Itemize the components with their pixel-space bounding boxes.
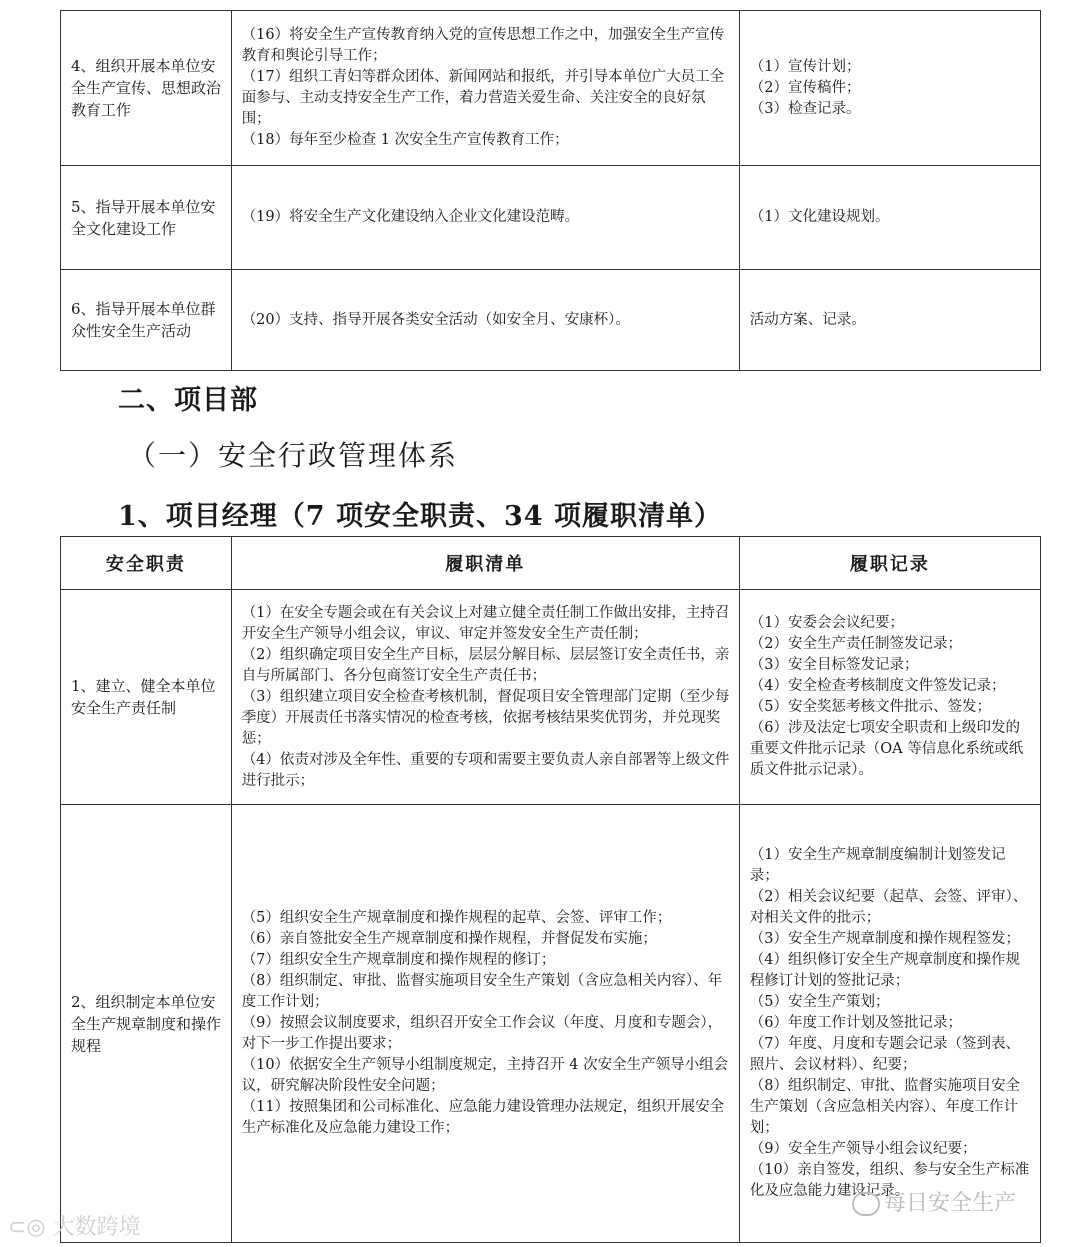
checklist-cell bbox=[231, 590, 739, 805]
watermark-right: 每日安全生产 bbox=[852, 1186, 1016, 1217]
list-item: （3）组织建立项目安全检查考核机制，督促项目安全管理部门定期（至少每季度）开展责任书落实情况的检查考核，依据考核结果奖优罚劣，并兑现奖惩； bbox=[241, 688, 730, 747]
record-cell bbox=[739, 166, 1040, 270]
list-item: （2）相关会议纪要（起草、会签、评审）、对相关文件的批示； bbox=[749, 889, 1028, 926]
list-item: （18）每年至少检查 1 次安全生产宣传教育工作； bbox=[241, 132, 569, 148]
list-item: （5）安全奖惩考核文件批示、签发； bbox=[749, 699, 991, 715]
list-item: 活动方案、记录。 bbox=[749, 311, 866, 328]
list-item: （4）依责对涉及全年性、重要的专项和需要主要负责人亲自部署等上级文件进行批示； bbox=[241, 751, 730, 789]
list-item: （10）依据安全生产领导小组制度规定，主持召开 4 次安全生产领导小组会议，研究解决阶段性安全问题； bbox=[241, 1057, 729, 1094]
list-item: （1）宣传计划； bbox=[749, 58, 861, 75]
duty-cell: 2、组织制定本单位安全生产规章制度和操作规程 bbox=[61, 805, 232, 1243]
duty-cell: 4、组织开展本单位安全生产宣传、思想政治教育工作 bbox=[61, 11, 232, 166]
checklist-cell bbox=[231, 805, 739, 1243]
table-row bbox=[61, 11, 1041, 166]
list-item: （4）安全检查考核制度文件签发记录； bbox=[749, 678, 1006, 694]
duty-cell: 5、指导开展本单位安全文化建设工作 bbox=[61, 166, 232, 270]
record-cell bbox=[739, 11, 1040, 166]
list-item: （7）年度、月度和专题会记录（签到表、照片、会议材料）、纪要； bbox=[749, 1036, 1020, 1073]
duty-table bbox=[60, 536, 1041, 1243]
record-cell bbox=[739, 805, 1040, 1243]
list-item: （3）安全目标签发记录； bbox=[749, 657, 919, 673]
duty-cell: 6、指导开展本单位群众性安全生产活动 bbox=[61, 270, 232, 371]
record-cell bbox=[739, 590, 1040, 805]
record-cell bbox=[739, 270, 1040, 371]
list-item: （20）支持、指导开展各类安全活动（如安全月、安康杯）。 bbox=[241, 311, 630, 328]
list-item: （8）组织制定、审批、监督实施项目安全生产策划（含应急相关内容）、年度工作计划； bbox=[749, 1078, 1020, 1136]
table-row bbox=[61, 590, 1041, 805]
column-header: 履职清单 bbox=[231, 537, 739, 590]
column-header: 安全职责 bbox=[61, 537, 232, 590]
list-item: （8）组织制定、审批、监督实施项目安全生产策划（含应急相关内容）、年度工作计划； bbox=[241, 973, 723, 1010]
logo-icon: ⊂◎ bbox=[8, 1215, 53, 1240]
list-item: （2）安全生产责任制签发记录； bbox=[749, 636, 962, 652]
section-title: 二、项目部 bbox=[118, 385, 258, 416]
list-item: （11）按照集团和公司标准化、应急能力建设管理办法规定，组织开展安全生产标准化及应急能力建设工作； bbox=[241, 1099, 725, 1136]
duty-table-continued bbox=[60, 10, 1041, 371]
column-header: 履职记录 bbox=[739, 537, 1040, 590]
list-item: （1）安委会会议纪要； bbox=[749, 615, 904, 631]
list-item: （1）文化建设规划。 bbox=[749, 209, 890, 225]
list-item: （1）安全生产规章制度编制计划签发记录； bbox=[749, 847, 1006, 884]
list-item: （5）安全生产策划； bbox=[749, 994, 890, 1010]
list-item: （7）组织安全生产规章制度和操作规程的修订； bbox=[241, 952, 556, 968]
list-item: （6）年度工作计划及签批记录； bbox=[749, 1015, 962, 1031]
checklist-cell bbox=[231, 270, 739, 371]
list-item: （6）亲自签批安全生产规章制度和操作规程，并督促发布实施； bbox=[241, 931, 657, 947]
list-item: （2）组织确定项目安全生产目标，层层分解目标、层层签订安全责任书，亲自与所属部门、各分包商签订安全生产责任书； bbox=[241, 646, 730, 684]
subsection-title: （一）安全行政管理体系 bbox=[128, 439, 459, 472]
table-row bbox=[61, 166, 1041, 270]
list-item: （3）检查记录。 bbox=[749, 100, 861, 117]
wechat-icon bbox=[852, 1192, 880, 1216]
list-item: （17）组织工青妇等群众团体、新闻网站和报纸，并引导本单位广大员工全面参与、主动支持安全生产工作，着力营造关爱生命、关注安全的良好氛围； bbox=[241, 69, 725, 127]
list-item: （6）涉及法定七项安全职责和上级印发的重要文件批示记录（OA 等信息化系统或纸质文件批示记录）。 bbox=[749, 720, 1024, 778]
list-item: （16）将安全生产宣传教育纳入党的宣传思想工作之中，加强安全生产宣传教育和舆论引导工作； bbox=[241, 27, 725, 64]
list-item: （2）宣传稿件； bbox=[749, 79, 861, 96]
list-item: （4）组织修订安全生产规章制度和操作规程修订计划的签批记录； bbox=[749, 952, 1020, 989]
checklist-cell bbox=[231, 11, 739, 166]
watermark-left: ⊂◎ 大数跨境 bbox=[8, 1215, 141, 1240]
list-item: （9）安全生产领导小组会议纪要； bbox=[749, 1141, 977, 1157]
list-item: （5）组织安全生产规章制度和操作规程的起草、会签、评审工作； bbox=[241, 910, 672, 926]
list-item: （10）亲自签发，组织、参与安全生产标准化及应急能力建设记录。 bbox=[749, 1162, 1030, 1199]
heading: 1、项目经理（7 项安全职责、34 项履职清单） bbox=[118, 501, 722, 532]
duty-cell: 1、建立、健全本单位安全生产责任制 bbox=[61, 590, 232, 805]
checklist-cell bbox=[231, 166, 739, 270]
table-row bbox=[61, 270, 1041, 371]
list-item: （3）安全生产规章制度和操作规程签发； bbox=[749, 931, 1020, 947]
table-row bbox=[61, 805, 1041, 1243]
list-item: （1）在安全专题会或在有关会议上对建立健全责任制工作做出安排，主持召开安全生产领导小组会议，审议、审定并签发安全生产责任制； bbox=[241, 604, 730, 642]
list-item: （19）将安全生产文化建设纳入企业文化建设范畴。 bbox=[241, 209, 580, 225]
table-header-row bbox=[61, 537, 1041, 590]
list-item: （9）按照会议制度要求，组织召开安全工作会议（年度、月度和专题会），对下一步工作提出要求； bbox=[241, 1015, 723, 1052]
